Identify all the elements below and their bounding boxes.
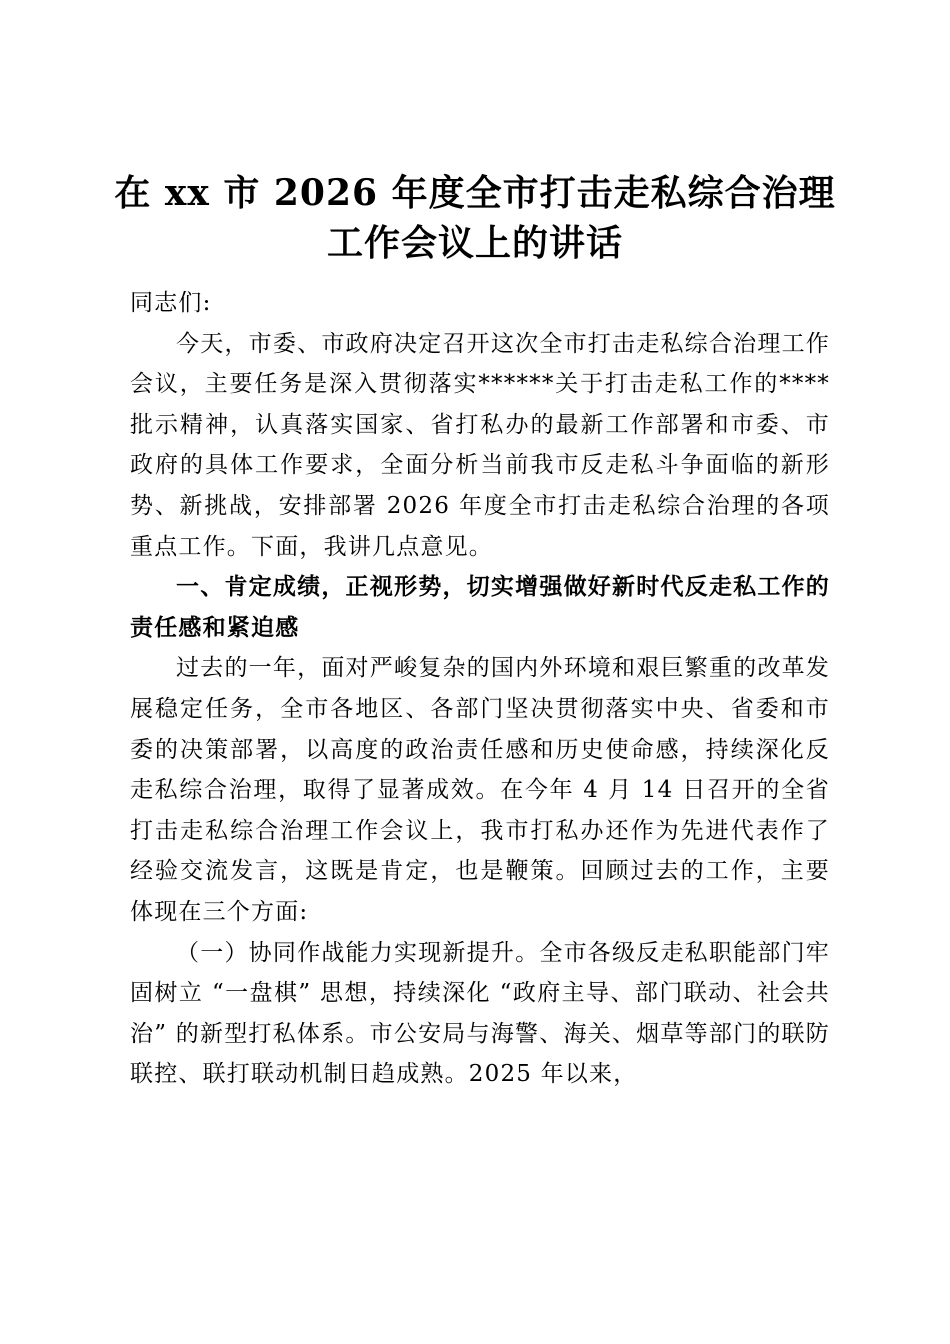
paragraph-intro: 今天，市委、市政府决定召开这次全市打击走私综合治理工作会议，主要任务是深入贯彻落实******关于打击走私工作的****批示精神，认真落实国家、省打私办的最新工作部署和市委、市政府的具体工作要求，全面分析当前我市反走私斗争面临的新形势、新挑战，安排部署 2026 年度全市打击走私综合治理的各项重点工作。下面，我讲几点意见。: [130, 330, 830, 560]
salutation: 同志们:: [130, 290, 212, 316]
paragraph-review: 过去的一年，面对严峻复杂的国内外环境和艰巨繁重的改革发展稳定任务，全市各地区、各部门坚决贯彻落实中央、省委和市委的决策部署，以高度的政治责任感和历史使命感，持续深化反走私综合治理，取得了显著成效。在今年 4 月 14 日召开的全省打击走私综合治理工作会议上，我市打私办还作为先进代表作了经验交流发言，这既是肯定，也是鞭策。回顾过去的工作，主要体现在三个方面:: [130, 655, 830, 925]
document-body: [130, 283, 830, 1095]
paragraph-subsection-1: （一）协同作战能力实现新提升。全市各级反走私职能部门牢固树立 “一盘棋” 思想，持续深化 “政府主导、部门联动、社会共治” 的新型打私体系。市公安局与海警、海关、烟草等部门的联防联控、联打联动机制日趋成熟。2025 年以来，: [130, 939, 830, 1088]
document-title: 在 xx 市 2026 年度全市打击走私综合治理工作会议上的讲话: [114, 172, 836, 264]
section-heading-1: 一、肯定成绩，正视形势，切实增强做好新时代反走私工作的责任感和紧迫感: [130, 573, 830, 641]
